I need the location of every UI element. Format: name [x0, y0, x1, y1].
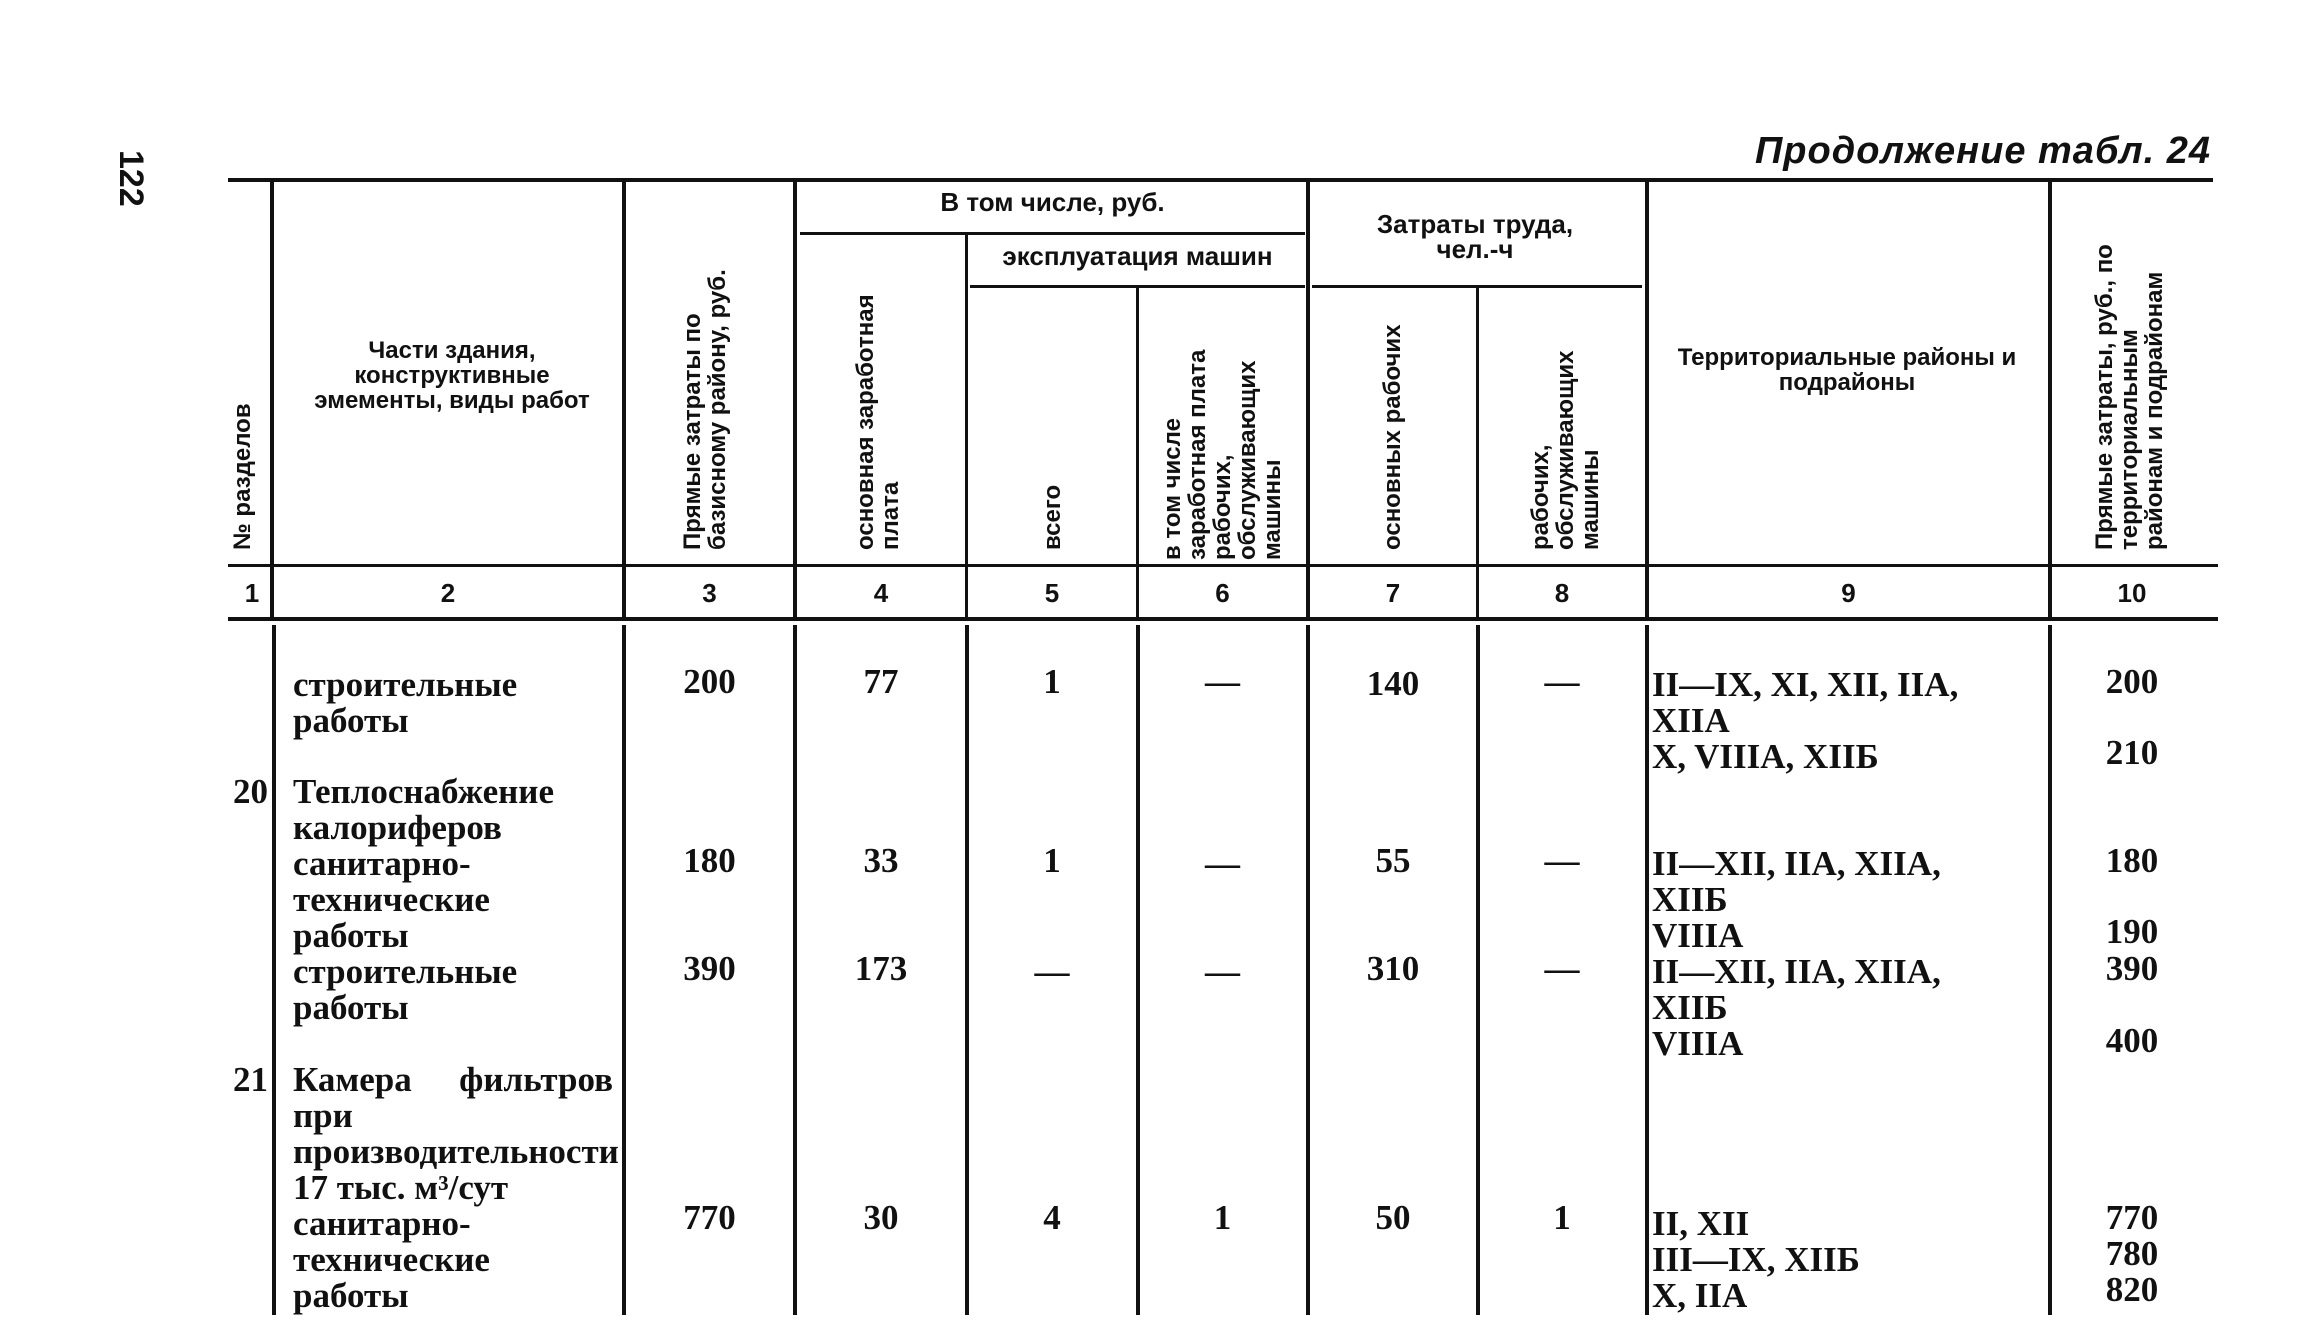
row2-section: 20: [233, 772, 268, 811]
vrule-6: [1306, 180, 1310, 620]
row2-c8: —: [1544, 841, 1580, 880]
row1-regions: [1652, 667, 2042, 775]
body-vrule-1: [272, 625, 276, 1315]
colnum-7: 7: [1385, 578, 1401, 608]
group-rule-v-tom-chisle: [800, 232, 1305, 235]
row4-c6: 1: [1213, 1198, 1232, 1237]
row4-cost2: 780: [2105, 1234, 2159, 1273]
header-col9: Территориальные районы и подрайоны: [1677, 344, 2017, 396]
row2-region-line1: II—XII, IIA, XIIA,: [1652, 844, 1941, 883]
header-col2: Части здания, конструктивные эмементы, виды работ: [314, 337, 590, 414]
row3-c8: —: [1544, 949, 1580, 988]
header-group-zatraty: Затраты труда, чел.-ч: [1376, 209, 1574, 264]
header-col4: основная заработная плата: [852, 294, 904, 550]
row4-cost1: 770: [2105, 1198, 2159, 1237]
row4-regions: [1652, 1206, 2042, 1314]
row1-region-line1: II—IX, XI, XII, IIA,: [1652, 665, 1959, 704]
row3-c3: 390: [683, 949, 736, 988]
vrule-3: [793, 180, 797, 620]
top-rule: [228, 178, 2213, 182]
row1-c4: 77: [863, 662, 899, 701]
colnum-5: 5: [1044, 578, 1060, 608]
row3-c7: 310: [1366, 949, 1420, 988]
row3-c4: 173: [854, 949, 908, 988]
table-caption: Продолжение табл. 24: [1754, 130, 2211, 172]
row4-region-line1: II, XII: [1652, 1204, 1750, 1243]
vrule-2: [622, 180, 626, 620]
row2-c6: —: [1205, 844, 1240, 883]
row1-cost2: 210: [2105, 733, 2159, 772]
row3-cost2: 400: [2105, 1021, 2159, 1060]
row4-region-line3: X, IIA: [1652, 1276, 1748, 1315]
colnum-bottom-rule: [228, 617, 2218, 621]
header-col8: рабочих, обслуживающих машины: [1527, 350, 1604, 550]
colnum-1: 1: [244, 578, 260, 608]
colnum-3: 3: [702, 578, 717, 608]
row1-c6: —: [1205, 662, 1240, 701]
row2-region-line3: VIIIA: [1652, 916, 1744, 955]
row4-c5: 4: [1043, 1198, 1061, 1237]
row4-title: Камера фильтров при производительности 17 тыс. м³/сут: [293, 1060, 619, 1207]
row2-name: санитарно-технические работы: [293, 844, 490, 955]
row2-c3: 180: [683, 841, 736, 880]
header-col5: всего: [1039, 484, 1066, 550]
row4-section: 21: [233, 1060, 268, 1099]
colnum-4: 4: [873, 578, 889, 608]
row4-c7: 50: [1375, 1198, 1411, 1237]
page-number: 122: [112, 150, 150, 207]
vrule-9: [2048, 180, 2052, 620]
row1-c3: 200: [683, 662, 736, 701]
row1-c7: 140: [1366, 664, 1420, 703]
row1-c8: —: [1544, 662, 1580, 701]
vrule-1: [270, 180, 274, 620]
row4-name: санитарно-технические работы: [293, 1204, 490, 1315]
row2-c7: 55: [1375, 841, 1411, 880]
vrule-4: [965, 235, 968, 620]
row3-c5: —: [1034, 952, 1070, 991]
row1-region-line2: XIIA: [1652, 701, 1730, 740]
row3-region-line1: II—XII, IIA, XIIA,: [1652, 952, 1941, 991]
row4-c8: 1: [1553, 1198, 1571, 1237]
header-group-v-tom-chisle: В том числе, руб.: [940, 187, 1165, 217]
colnum-6: 6: [1215, 578, 1230, 608]
row2-region-line2: XIIБ: [1652, 880, 1728, 919]
colnum-8: 8: [1554, 578, 1570, 608]
vrule-5: [1136, 288, 1139, 620]
row2-cost1: 180: [2105, 841, 2159, 880]
row1-region-line3: X, VIIIA, XIIБ: [1652, 737, 1879, 776]
row2-c5: 1: [1043, 841, 1061, 880]
body-vrule-8: [1645, 625, 1649, 1315]
row2-c4: 33: [863, 841, 899, 880]
header-col3: Прямые затраты по базисному району, руб.: [679, 269, 731, 550]
row1-name: строительные работы: [293, 665, 518, 740]
header-bottom-rule-left: [228, 564, 2218, 567]
row1-c5: 1: [1043, 662, 1061, 701]
row3-cost1: 390: [2105, 949, 2159, 988]
row3-name: строительные работы: [293, 952, 518, 1027]
row3-c6: —: [1205, 952, 1240, 991]
header-col1: № разделов: [229, 403, 256, 550]
row2-title: Теплоснабжение калориферов: [293, 772, 554, 847]
header-col7: основных рабочих: [1379, 324, 1406, 550]
colnum-10: 10: [2117, 578, 2147, 608]
row2-regions: [1652, 846, 2042, 954]
row4-c4: 30: [863, 1198, 899, 1237]
row4-cost3: 820: [2105, 1270, 2159, 1309]
row3-region-line2: XIIБ: [1652, 988, 1728, 1027]
row3-regions: [1652, 954, 2042, 1062]
vrule-8: [1645, 180, 1649, 620]
header-group-ekspluataciya: эксплуатация машин: [1002, 241, 1273, 271]
row2-cost2: 190: [2105, 912, 2159, 951]
colnum-9: 9: [1841, 578, 1856, 608]
row1-cost1: 200: [2105, 662, 2159, 701]
row4-c3: 770: [683, 1198, 736, 1237]
vrule-7: [1476, 288, 1479, 620]
colnum-2: 2: [440, 578, 456, 608]
header-col10: Прямые затраты, руб., по территориальным районам и подрайонам: [2091, 244, 2168, 550]
row4-region-line2: III—IX, XIIБ: [1652, 1240, 1860, 1279]
header-col6: в том числе заработная плата рабочих, обслуживающих машины: [1159, 349, 1286, 560]
row3-region-line3: VIIIA: [1652, 1024, 1744, 1063]
